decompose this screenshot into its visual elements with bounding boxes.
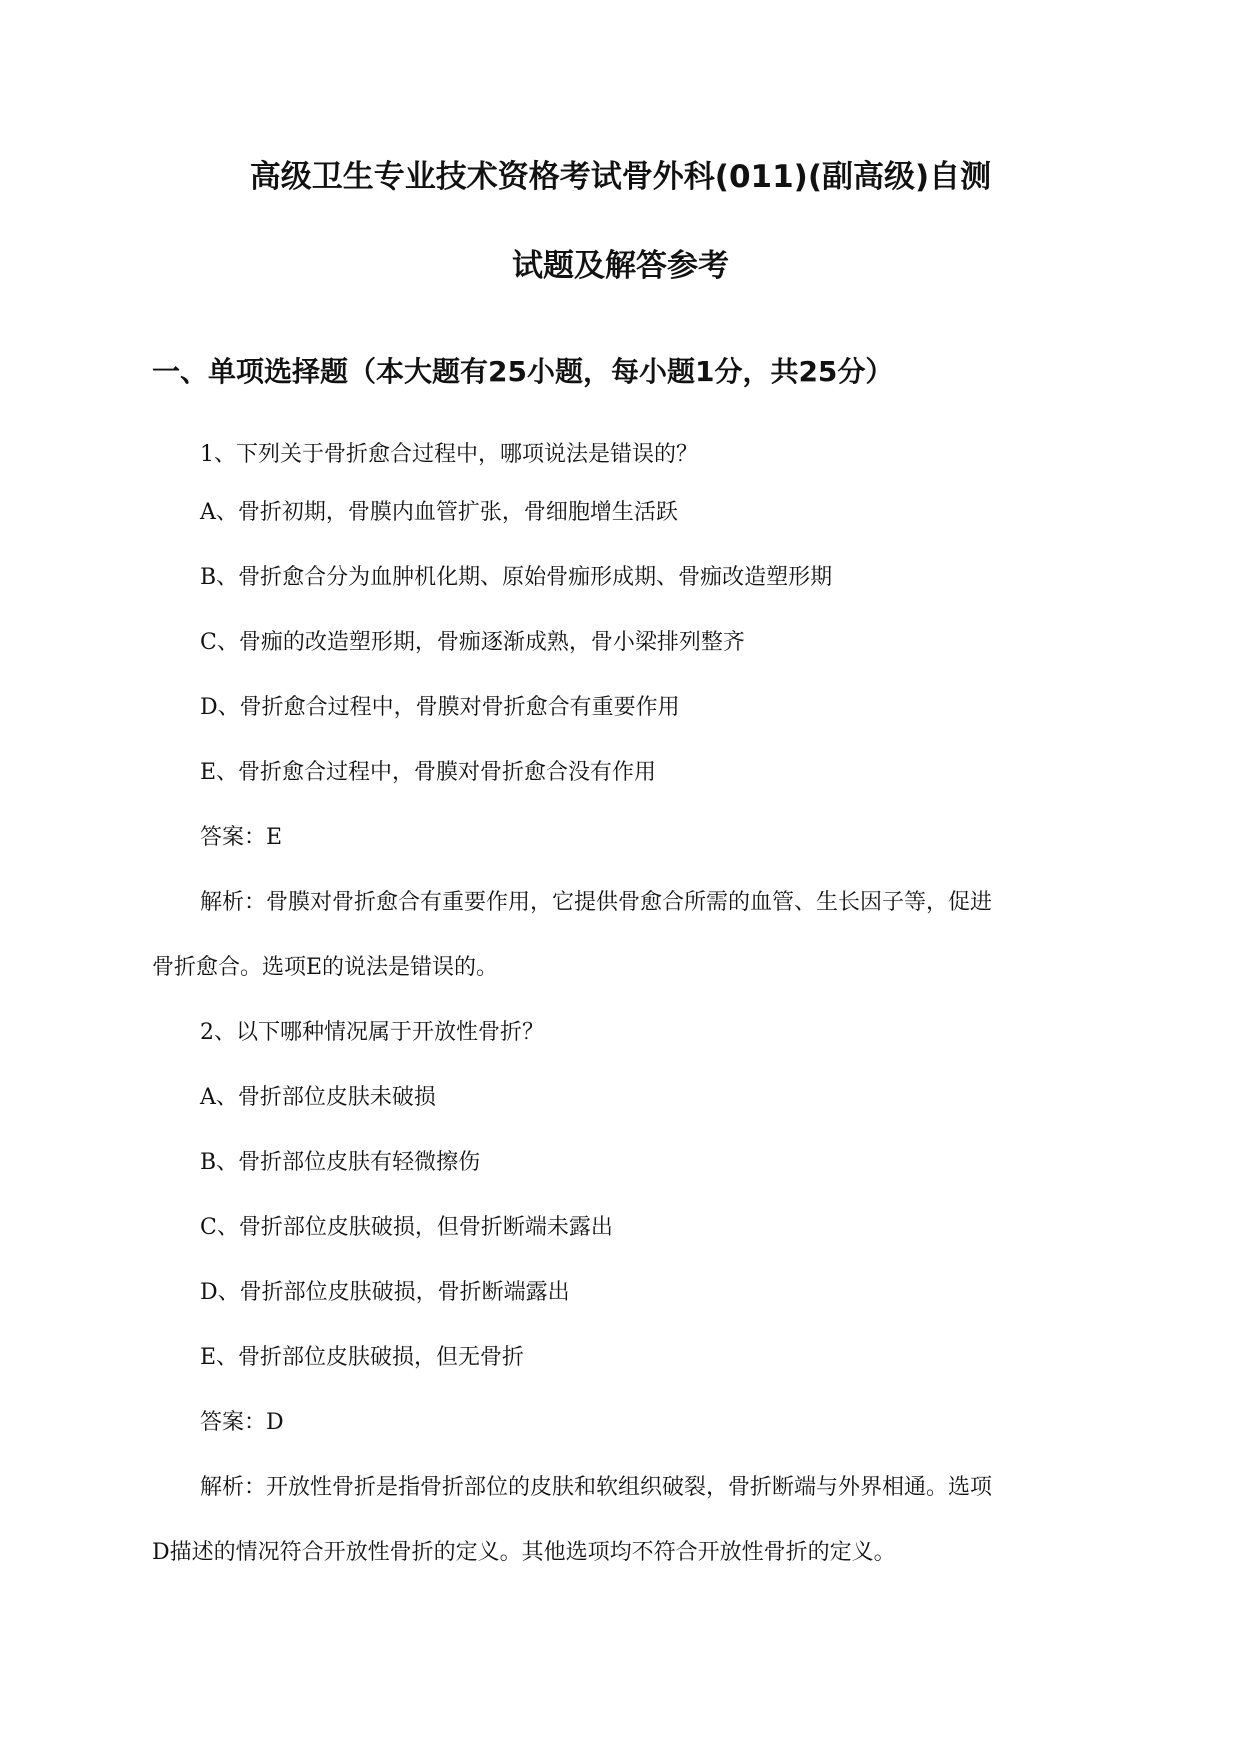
question-2-option-e: E、骨折部位皮肤破损，但无骨折 xyxy=(200,1345,525,1370)
section-heading: 一、单项选择题（本大题有25小题，每小题1分，共25分） xyxy=(152,355,894,388)
question-1-analysis-line-2: 骨折愈合。选项E的说法是错误的。 xyxy=(152,955,499,980)
question-2-option-d: D、骨折部位皮肤破损，骨折断端露出 xyxy=(200,1280,570,1305)
question-1-option-c: C、骨痂的改造塑形期，骨痂逐渐成熟，骨小梁排列整齐 xyxy=(200,630,745,655)
question-1-analysis-line-1: 解析：骨膜对骨折愈合有重要作用，它提供骨愈合所需的血管、生长因子等，促进 xyxy=(200,890,993,915)
question-1-option-a: A、骨折初期，骨膜内血管扩张，骨细胞增生活跃 xyxy=(200,500,678,525)
question-1-option-b: B、骨折愈合分为血肿机化期、原始骨痂形成期、骨痂改造塑形期 xyxy=(200,565,833,590)
question-2-answer: 答案：D xyxy=(200,1410,284,1435)
question-1-answer: 答案：E xyxy=(200,825,283,850)
question-2-analysis-line-2: D描述的情况符合开放性骨折的定义。其他选项均不符合开放性骨折的定义。 xyxy=(152,1540,896,1565)
document-title-line-1: 高级卫生专业技术资格考试骨外科(011)(副高级)自测 xyxy=(249,159,992,195)
question-1-option-e: E、骨折愈合过程中，骨膜对骨折愈合没有作用 xyxy=(200,760,657,785)
question-2-option-c: C、骨折部位皮肤破损，但骨折断端未露出 xyxy=(200,1215,613,1240)
question-2-stem: 2、以下哪种情况属于开放性骨折？ xyxy=(200,1020,544,1045)
document-title-line-2: 试题及解答参考 xyxy=(512,248,729,284)
question-2-option-b: B、骨折部位皮肤有轻微擦伤 xyxy=(200,1150,481,1175)
question-2-option-a: A、骨折部位皮肤未破损 xyxy=(200,1085,436,1110)
question-1-stem: 1、下列关于骨折愈合过程中，哪项说法是错误的？ xyxy=(200,442,698,467)
question-1-option-d: D、骨折愈合过程中，骨膜对骨折愈合有重要作用 xyxy=(200,695,680,720)
question-2-analysis-line-1: 解析：开放性骨折是指骨折部位的皮肤和软组织破裂，骨折断端与外界相通。选项 xyxy=(200,1475,993,1500)
